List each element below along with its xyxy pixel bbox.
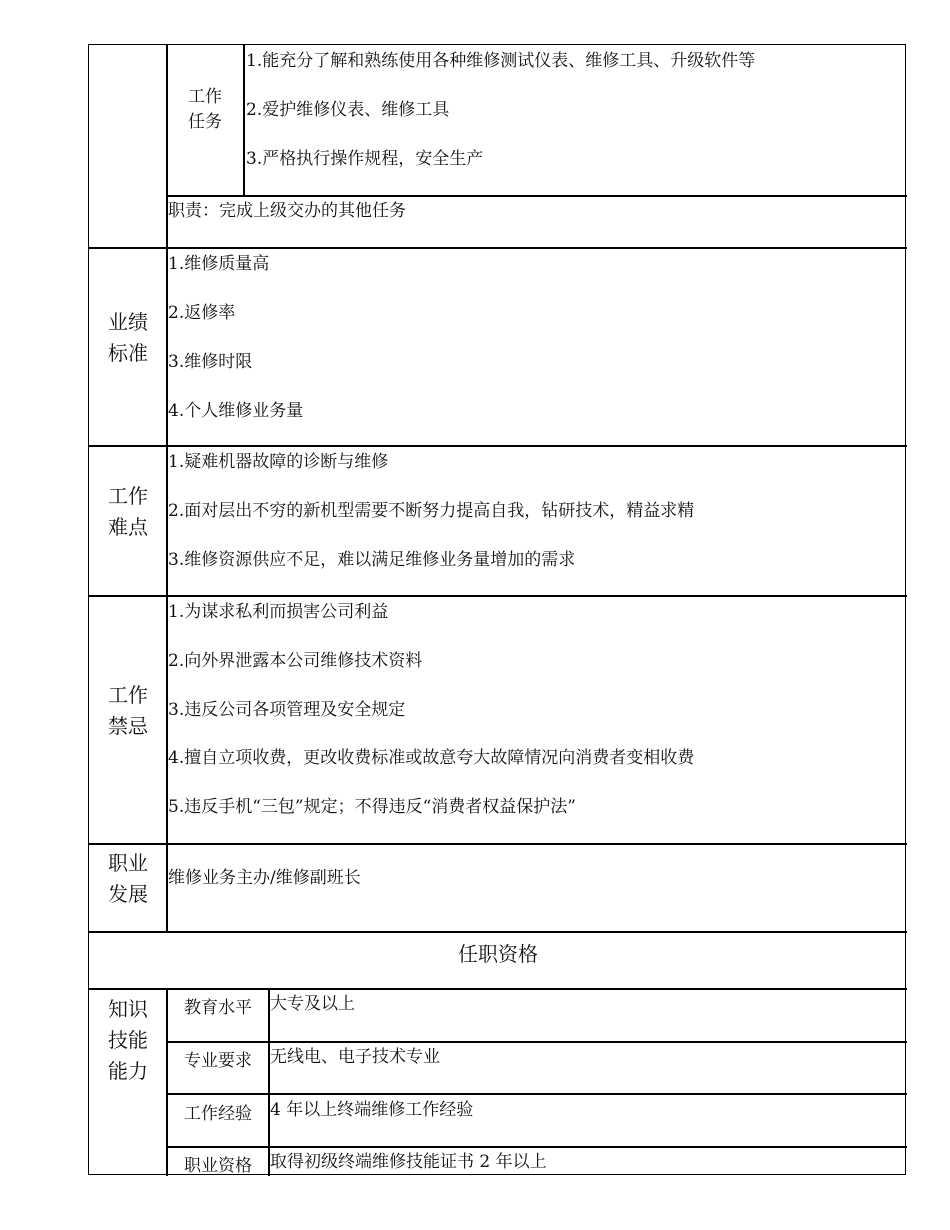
- job-description-table: [88, 44, 906, 1175]
- qual-row-divider-2: [166, 1093, 907, 1095]
- career-text: 维修业务主办/维修副班长: [168, 868, 361, 888]
- difficulty-item-2: 2.面对层出不穷的新机型需要不断努力提高自我，钻研技术，精益求精: [168, 501, 695, 521]
- qual-label-experience: 工作经验: [184, 1104, 252, 1124]
- row-divider-prohibited: [89, 595, 907, 597]
- task-item-1: 1.能充分了解和熟练使用各种维修测试仪表、维修工具、升级软件等: [246, 51, 756, 71]
- qual-row-divider-3: [166, 1146, 907, 1148]
- qual-value-certification: 取得初级终端维修技能证书 2 年以上: [270, 1152, 547, 1172]
- performance-item-4: 4.个人维修业务量: [168, 401, 304, 421]
- qual-value-major: 无线电、电子技术专业: [270, 1047, 440, 1067]
- row-divider-performance: [89, 247, 907, 249]
- career-label: 职业 发展: [108, 851, 148, 906]
- performance-item-3: 3.维修时限: [168, 352, 253, 372]
- task-item-2: 2.爱护维修仪表、维修工具: [246, 100, 450, 120]
- prohibited-item-5: 5.违反手机“三包”规定；不得违反“消费者权益保护法”: [168, 797, 576, 817]
- prohibited-item-3: 3.违反公司各项管理及安全规定: [168, 700, 406, 720]
- qualifications-title: 任职资格: [458, 942, 538, 966]
- performance-item-1: 1.维修质量高: [168, 254, 270, 274]
- performance-label: 业绩 标准: [108, 310, 148, 365]
- task-label: 工作 任务: [188, 87, 222, 132]
- duty-text: 职责：完成上级交办的其他任务: [168, 201, 406, 221]
- prohibited-item-4: 4.擅自立项收费，更改收费标准或故意夸大故障情况向消费者变相收费: [168, 748, 695, 768]
- row-divider-career: [89, 843, 907, 845]
- difficulty-item-1: 1.疑难机器故障的诊断与维修: [168, 452, 389, 472]
- qual-label-certification: 职业资格: [184, 1156, 252, 1176]
- row-divider-qual-rows: [89, 988, 907, 990]
- qual-value-experience: 4 年以上终端维修工作经验: [270, 1100, 474, 1120]
- qual-group-label: 知识 技能 能力: [108, 997, 148, 1083]
- row-divider-difficulty: [89, 445, 907, 447]
- qual-label-education: 教育水平: [184, 998, 252, 1018]
- prohibited-item-1: 1.为谋求私利而损害公司利益: [168, 602, 389, 622]
- qual-label-major: 专业要求: [184, 1051, 252, 1071]
- performance-item-2: 2.返修率: [168, 303, 236, 323]
- qual-row-divider-1: [166, 1041, 907, 1043]
- difficulty-label: 工作 难点: [108, 484, 148, 539]
- row-divider-qual-title: [89, 931, 907, 933]
- prohibited-item-2: 2.向外界泄露本公司维修技术资料: [168, 651, 423, 671]
- prohibited-label: 工作 禁忌: [108, 683, 148, 738]
- row-divider-duty: [166, 195, 907, 197]
- task-item-3: 3.严格执行操作规程，安全生产: [246, 149, 484, 169]
- difficulty-item-3: 3.维修资源供应不足，难以满足维修业务量增加的需求: [168, 550, 576, 570]
- qual-value-education: 大专及以上: [270, 994, 355, 1014]
